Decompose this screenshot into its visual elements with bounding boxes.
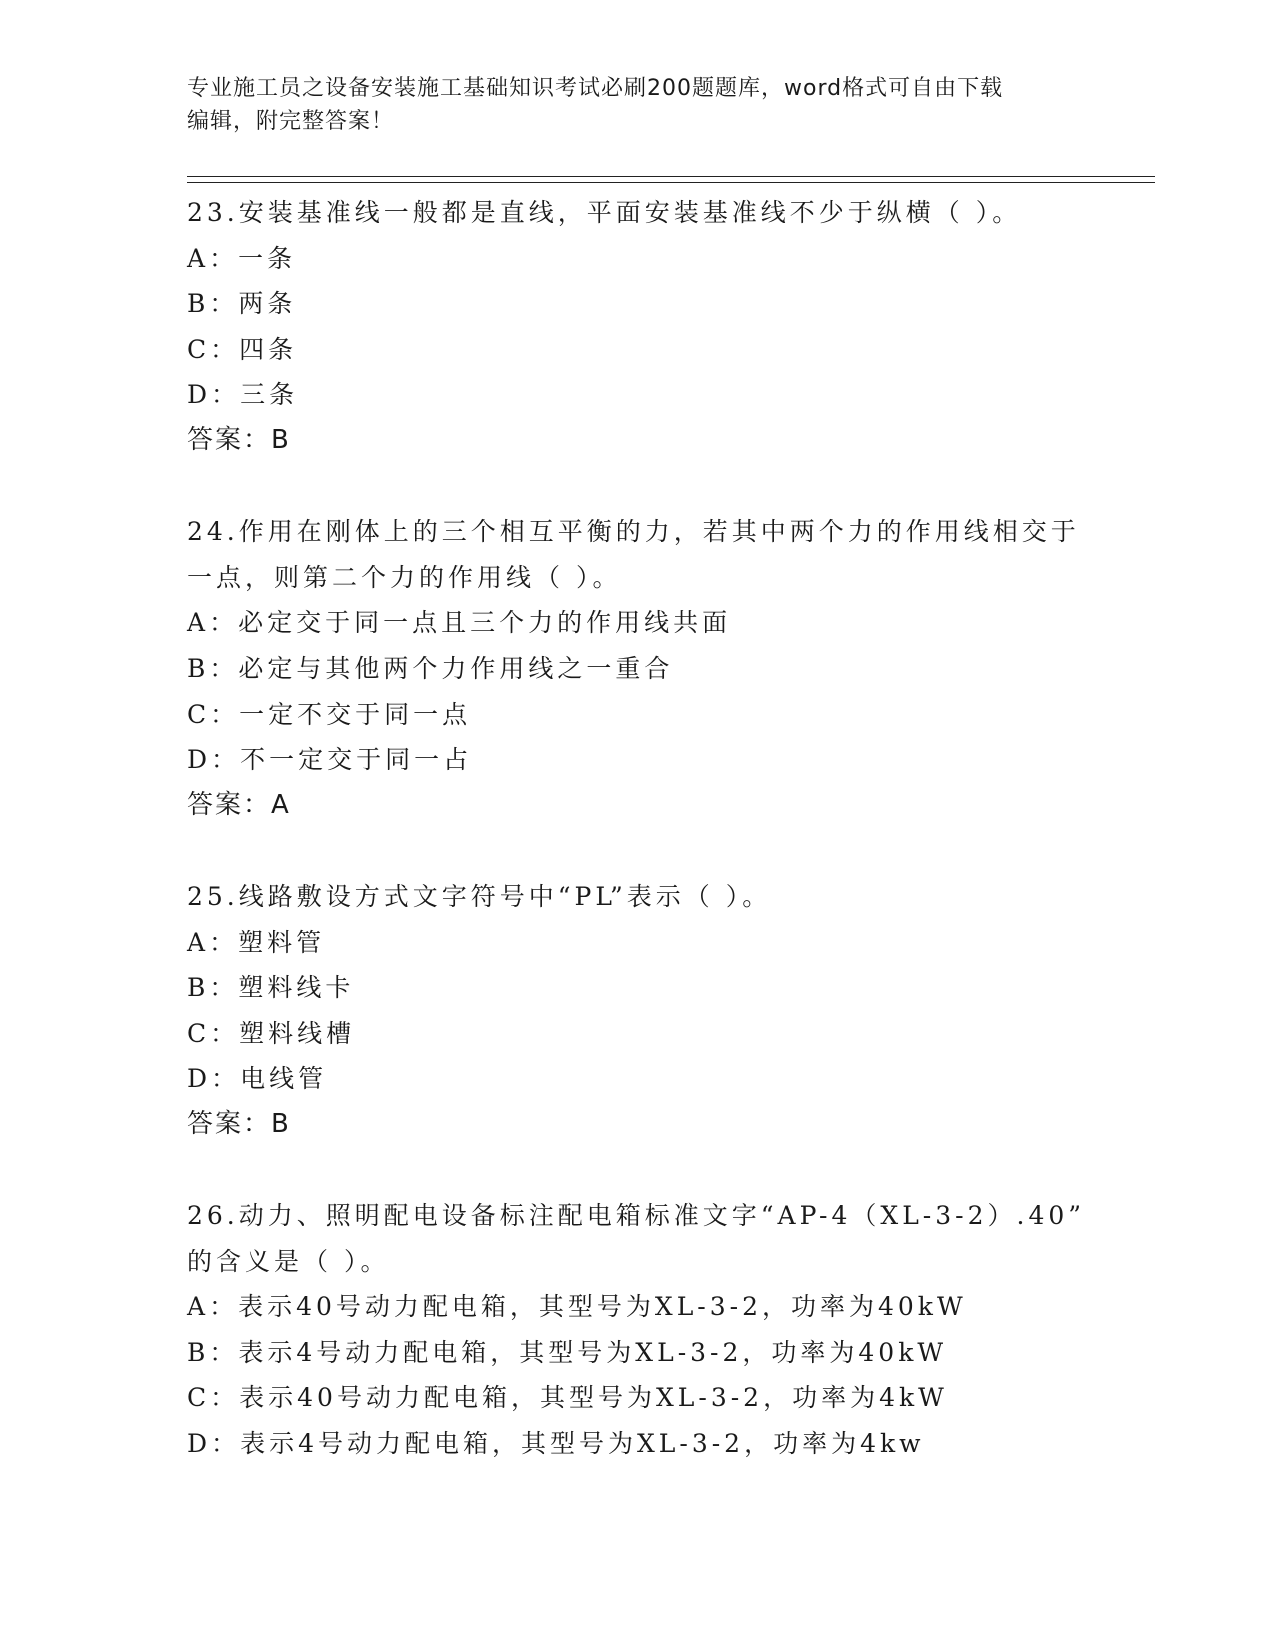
option-separator: ：: [211, 380, 241, 410]
option-a: [187, 1284, 1087, 1330]
option-letter: C: [187, 699, 211, 729]
option-letter: D: [187, 380, 212, 410]
option-letter: B: [187, 653, 210, 683]
question-item: [187, 1193, 1087, 1467]
option-text: 必定交于同一点且三个力的作用线共面: [238, 608, 732, 638]
option-letter: D: [187, 1429, 212, 1459]
answer-value: B: [271, 1108, 291, 1139]
option-letter: A: [187, 608, 210, 638]
header-line-1: 专业施工员之设备安装施工基础知识考试必刷200题题库，word格式可自由下载: [187, 76, 1004, 101]
answer-line: [187, 1102, 1087, 1148]
option-text: 电线管: [240, 1064, 328, 1094]
question-item: [187, 190, 1087, 509]
option-separator: ：: [209, 1337, 239, 1367]
document-header: [187, 72, 1087, 138]
option-text: 塑料管: [238, 927, 326, 957]
option-separator: ：: [209, 973, 239, 1003]
option-letter: C: [187, 334, 211, 364]
question-item: [187, 509, 1087, 874]
option-c: [187, 1375, 1087, 1421]
answer-line: [187, 783, 1087, 829]
option-d: [187, 1421, 1087, 1467]
option-separator: ：: [210, 699, 240, 729]
option-text: 一定不交于同一点: [239, 699, 472, 729]
question-spacer: [187, 1147, 1087, 1193]
option-separator: ：: [210, 334, 240, 364]
option-letter: D: [187, 745, 212, 775]
option-separator: ：: [209, 927, 239, 957]
question-item: [187, 874, 1087, 1193]
header-divider-bottom: [187, 182, 1155, 183]
answer-label: 答案：: [187, 1108, 272, 1139]
answer-label: 答案：: [187, 424, 272, 455]
option-c: [187, 327, 1087, 373]
option-b: [187, 646, 1087, 692]
option-text: 不一定交于同一占: [240, 745, 473, 775]
option-d: [187, 737, 1087, 783]
answer-line: [187, 418, 1087, 464]
option-letter: C: [187, 1018, 211, 1048]
option-letter: A: [187, 243, 210, 273]
option-text: 表示4号动力配电箱，其型号为XL-3-2，功率为40kW: [238, 1337, 948, 1367]
option-text: 三条: [240, 380, 299, 410]
option-a: [187, 236, 1087, 282]
answer-value: A: [271, 789, 291, 820]
question-stem: 26.动力、照明配电设备标注配电箱标准文字“AP-4（XL-3-2）.40”: [187, 1201, 1086, 1231]
option-text: 塑料线卡: [238, 973, 355, 1003]
option-letter: C: [187, 1383, 211, 1413]
option-letter: B: [187, 1337, 210, 1367]
option-b: [187, 1330, 1087, 1376]
option-separator: ：: [209, 1292, 239, 1322]
answer-value: B: [271, 424, 291, 455]
option-letter: B: [187, 289, 210, 319]
option-text: 两条: [238, 289, 297, 319]
option-d: [187, 372, 1087, 418]
question-stem-continued: 的含义是（ ）。: [187, 1246, 390, 1276]
option-a: [187, 920, 1087, 966]
option-text: 四条: [239, 334, 298, 364]
option-text: 一条: [238, 243, 297, 273]
option-letter: B: [187, 973, 210, 1003]
option-text: 表示4号动力配电箱，其型号为XL-3-2，功率为4kw: [240, 1429, 925, 1459]
option-a: [187, 600, 1087, 646]
question-stem: 25.线路敷设方式文字符号中“PL”表示（ ）。: [187, 881, 772, 911]
question-stem: 23.安装基准线一般都是直线，平面安装基准线不少于纵横（ ）。: [187, 198, 1022, 227]
option-separator: ：: [209, 289, 239, 319]
option-separator: ：: [210, 1018, 240, 1048]
option-c: [187, 692, 1087, 738]
header-divider-top: [187, 176, 1155, 177]
option-separator: ：: [209, 243, 239, 273]
option-d: [187, 1056, 1087, 1102]
option-letter: D: [187, 1064, 212, 1094]
answer-label: 答案：: [187, 789, 272, 820]
option-text: 塑料线槽: [239, 1018, 356, 1048]
option-separator: ：: [211, 1429, 241, 1459]
question-stem-continued: 一点，则第二个力的作用线（ ）。: [187, 562, 622, 592]
option-c: [187, 1011, 1087, 1057]
option-separator: ：: [209, 653, 239, 683]
option-b: [187, 281, 1087, 327]
option-separator: ：: [210, 1383, 240, 1413]
option-letter: A: [187, 927, 210, 957]
option-separator: ：: [211, 745, 241, 775]
option-text: 表示40号动力配电箱，其型号为XL-3-2，功率为4kW: [239, 1383, 948, 1413]
question-list: [187, 190, 1087, 1467]
question-spacer: [187, 464, 1087, 510]
header-line-2: 编辑，附完整答案！: [187, 109, 395, 134]
option-text: 必定与其他两个力作用线之一重合: [238, 653, 674, 683]
question-stem: 24.作用在刚体上的三个相互平衡的力，若其中两个力的作用线相交于: [187, 517, 1080, 547]
option-separator: ：: [209, 608, 239, 638]
option-b: [187, 965, 1087, 1011]
option-letter: A: [187, 1292, 210, 1322]
option-text: 表示40号动力配电箱，其型号为XL-3-2，功率为40kW: [238, 1292, 967, 1322]
option-separator: ：: [211, 1064, 241, 1094]
question-spacer: [187, 828, 1087, 874]
